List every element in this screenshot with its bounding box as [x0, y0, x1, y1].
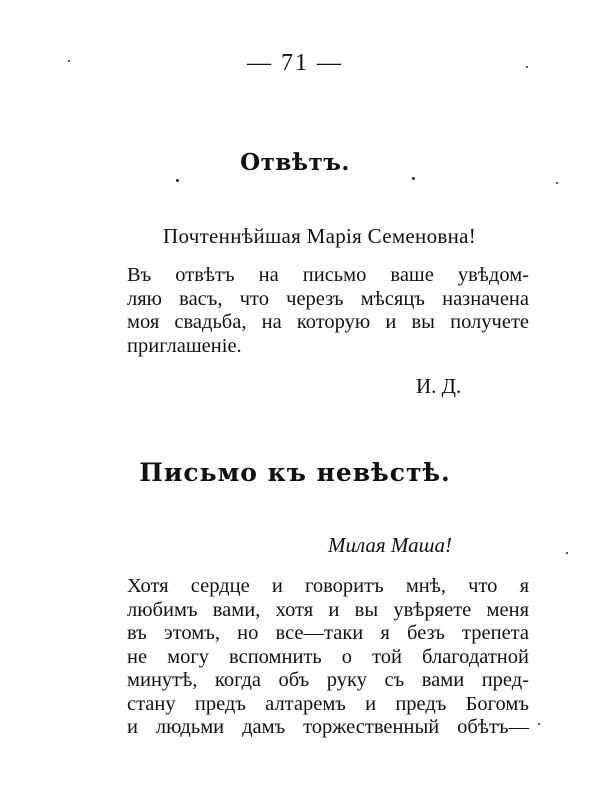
scan-speck: [68, 60, 70, 62]
bride-letter-body: [127, 575, 529, 740]
salutation-masha: Милая Маша!: [328, 533, 452, 557]
text-line: любимъ вами, хотя и вы увѣряете меня: [127, 598, 529, 621]
text-line: приглашеніе.: [127, 334, 242, 357]
text-line: минутѣ, когда объ руку съ вами пред-: [127, 669, 529, 691]
text-line: Въ отвѣтъ на письмо ваше увѣдом-: [127, 264, 529, 286]
reply-letter-body: [127, 264, 529, 358]
salutation-maria: Почтеннѣйшая Марія Семеновна!: [163, 224, 477, 248]
text-line: стану предъ алтаремъ и предъ Богомъ: [127, 692, 529, 715]
scan-speck: [566, 552, 568, 554]
text-line: моя свадьба, на которую и вы получете: [127, 311, 529, 333]
text-line: не могу вспомнить о той благодатной: [127, 645, 529, 668]
scan-speck: [176, 179, 179, 182]
letter-title-reply: Отвѣтъ.: [240, 149, 350, 176]
scan-speck: [412, 177, 415, 180]
scan-speck: [538, 723, 540, 725]
text-line: Хотя сердце и говоритъ мнѣ, что я: [127, 575, 529, 597]
text-line: въ этомъ, но все—таки я безъ трепета: [127, 622, 529, 644]
text-line: ляю васъ, что черезъ мѣсяцъ назначена: [127, 287, 529, 310]
letter-signature: И. Д.: [416, 374, 462, 398]
letter-title-to-bride: Письмо къ невѣстѣ.: [139, 458, 451, 487]
scan-speck: [556, 182, 558, 184]
scan-speck: [526, 66, 528, 68]
text-line: и людьми дамъ торжественный обѣтъ—: [127, 716, 529, 738]
page-number: — 71 —: [247, 50, 343, 76]
